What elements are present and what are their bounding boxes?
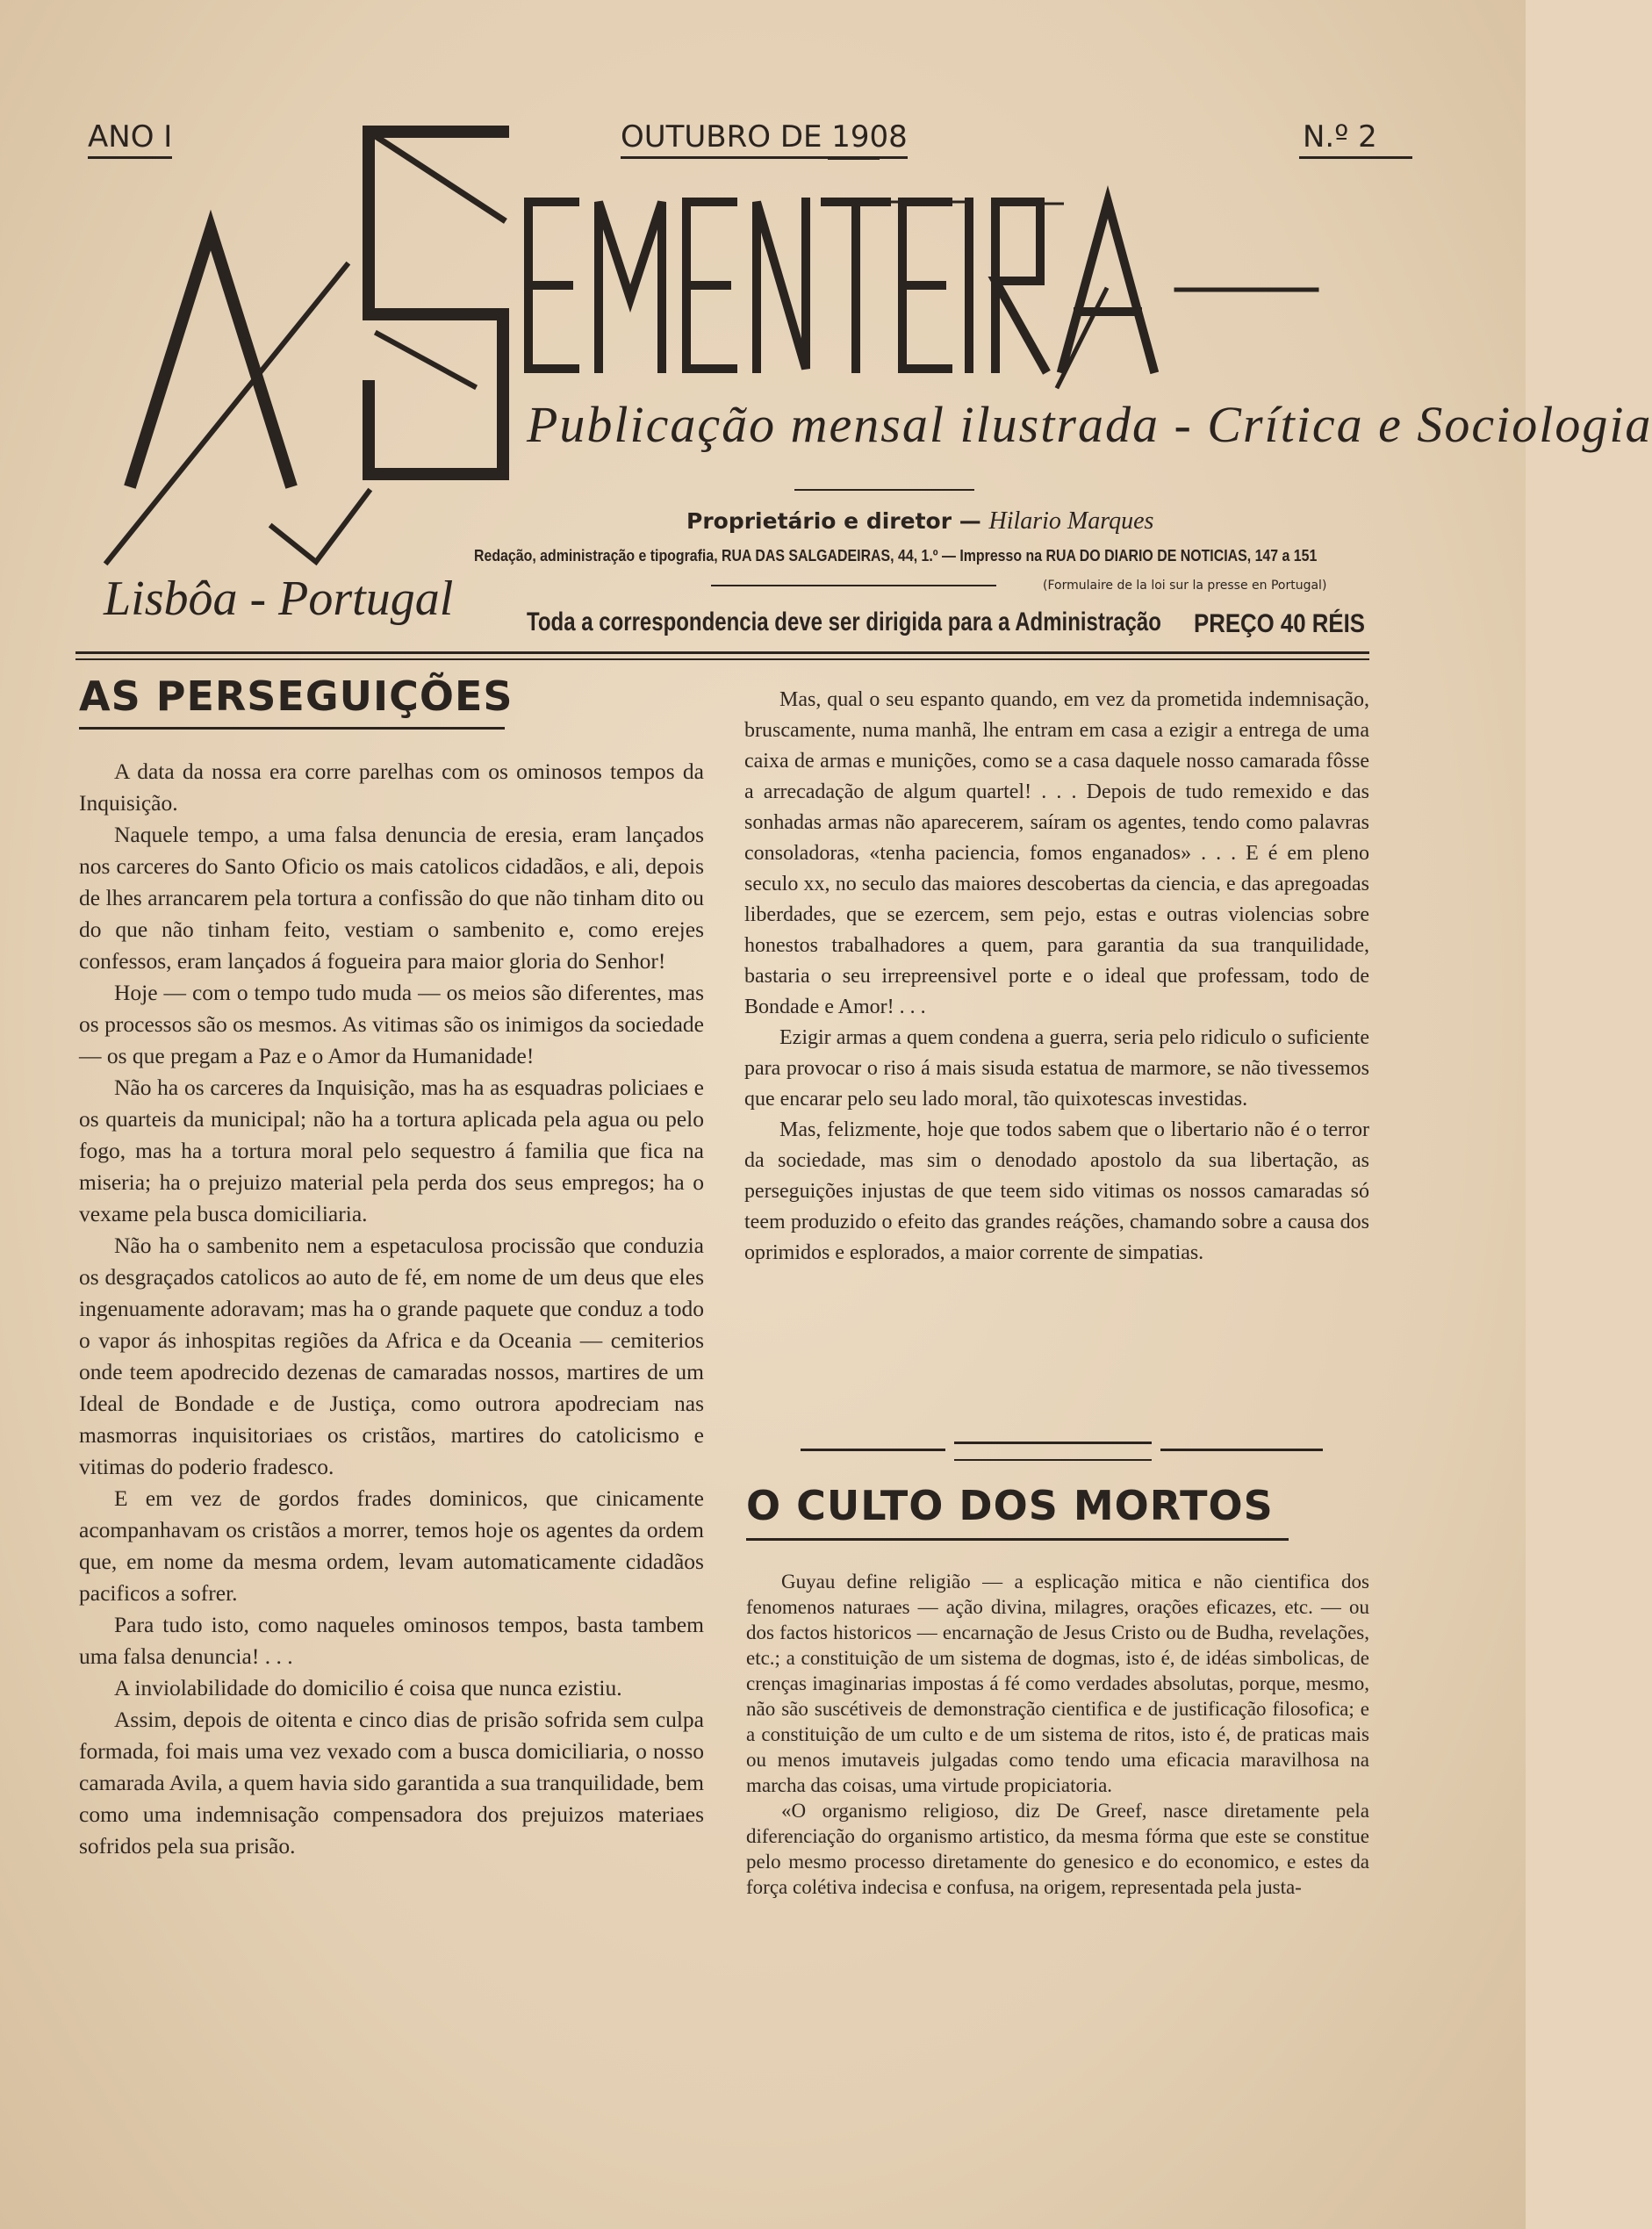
paragraph: E em vez de gordos frades dominicos, que cinicamente acompanhavam os cristãos a morrer, temos hoje os agentes da ordem que, em nome da mesma ordem, levam automaticamente cidadãos pacificos a sofrer. bbox=[79, 1485, 704, 1606]
section-separator bbox=[954, 1442, 1152, 1444]
masthead-subtitle: Publicação mensal ilustrada - Crítica e Sociologia bbox=[527, 396, 1652, 453]
year-label: ANO I bbox=[88, 119, 172, 159]
article-title: AS PERSEGUIÇÕES bbox=[79, 672, 514, 720]
issue-number: N.º 2 bbox=[1299, 119, 1412, 159]
issue-date: OUTUBRO DE 1908 bbox=[621, 119, 908, 159]
paragraph: Guyau define religião — a esplicação mitica e não cientifica dos fenomenos naturaes — ação divina, milagres, orações eficazes, etc. — ou dos factos historicos — encarnação de Jesus Cristo ou de Budha, revelações, etc.; a constituição de um sistema de dogmas, isto é, de idéas simbolicas, de crenças imaginarias impostas á fé como verdades absolutas, porque, mesmo, não são suscétiveis de demonstração cientifica e de justificação filosofica; e a constituição de um culto e de um sistema de ritos, isto é, de praticas mais ou menos imutaveis julgadas como tendo uma eficacia maravilhosa na marcha das coisas, uma virtude propiciatoria. bbox=[746, 1571, 1369, 1796]
price-label: PREÇO 40 RÉIS bbox=[1194, 609, 1366, 638]
article-column-left bbox=[79, 672, 704, 1862]
section-separator bbox=[1160, 1449, 1323, 1451]
title-underline bbox=[746, 1538, 1289, 1541]
correspondence-notice: Toda a correspondencia deve ser dirigida para a Administração bbox=[527, 608, 1161, 636]
paragraph: Para tudo isto, como naqueles ominosos tempos, basta tambem uma falsa denuncia! . . . bbox=[79, 1612, 704, 1669]
paragraph: Não ha o sambenito nem a espetaculosa procissão que conduzia os desgraçados catolicos ao auto de fé, em nome de um deus que eles ingenuamente adoravam; mas ha o grande paquete que conduz a todo o vapor ás inhospitas regiões da Africa e da Oceania — cemiterios onde teem apodrecido dezenas de camaradas nossos, martires de um Ideal de Bondade e de Justiça, como outrora apodreciam nas masmorras inquisitoriaes os cristãos, martires do catolicismo e vitimas do poderio fradesco. bbox=[79, 1233, 704, 1479]
divider bbox=[711, 585, 996, 586]
paragraph: A inviolabilidade do domicilio é coisa que nunca ezistiu. bbox=[114, 1675, 622, 1701]
masthead-logo bbox=[0, 0, 1652, 667]
article-title: O CULTO DOS MORTOS bbox=[746, 1482, 1274, 1529]
article-column-right bbox=[744, 685, 1369, 1269]
address-line: Redação, administração e tipografia, RUA DAS SALGADEIRAS, 44, 1.º — Impresso na RUA DO DIARIO DE NOTICIAS, 147 a 151 bbox=[474, 546, 1318, 564]
paragraph: Mas, qual o seu espanto quando, em vez da prometida indemnisação, bruscamente, numa manhã, lhe entram em casa a ezigir a entrega de uma caixa de armas e munições, como se a casa daquele nosso camarada fôsse a arrecadação de algum quartel! . . . Depois de tudo remexido e das sonhadas armas não aparecerem, saíram os agentes, tendo como palavras consoladoras, «tenha paciencia, fomos enganados» . . . E é em pleno seculo xx, no seculo das maiores descobertas da ciencia, e das apregoadas liberdades, que se ezercem, sem pejo, estas e outras violencias sobre honestos trabalhadores a quem, para garantia da sua tranquilidade, bastaria o seu irrepreensivel porte e o ideal que professam, todo de Bondade e Amor! . . . bbox=[744, 688, 1369, 1018]
section-separator bbox=[954, 1459, 1152, 1461]
title-underline bbox=[79, 727, 505, 730]
header-divider bbox=[75, 651, 1369, 660]
paragraph: Não ha os carceres da Inquisição, mas ha as esquadras policiaes e os quarteis da municipal; não ha a tortura aplicada pela agua ou pelo fogo, mas ha a tortura moral pelo sequestro á familia que fica na miseria; ha o prejuizo material pela perda dos seus empregos; ha o vexame pela busca domiciliaria. bbox=[79, 1075, 704, 1226]
city-label: Lisbôa - Portugal bbox=[104, 572, 454, 626]
section-separator bbox=[801, 1449, 945, 1451]
paragraph: «O organismo religioso, diz De Greef, nasce diretamente pela diferenciação do organismo artistico, da mesma fórma que este se constitue pelo mesmo processo diretamente do genesico e do economico, e estes da força colétiva indecisa e confusa, na origem, representada pela justa- bbox=[746, 1800, 1369, 1898]
paragraph: Naquele tempo, a uma falsa denuncia de eresia, eram lançados nos carceres do Santo Oficio os mais catolicos cidadãos, e ali, depois de lhes arrancarem pela tortura a confissão do que não tinham dito ou do que não tinham feito, vestiam o sambenito e, como erejes confessos, eram lançados á fogueira para maior gloria do Senhor! bbox=[79, 822, 704, 974]
divider bbox=[794, 489, 974, 491]
press-law-note: (Formulaire de la loi sur la presse en Portugal) bbox=[1043, 579, 1327, 593]
paragraph: Hoje — com o tempo tudo muda — os meios são diferentes, mas os processos são os mesmos. As vitimas são os inimigos da sociedade — os que pregam a Paz e o Amor da Humanidade! bbox=[79, 980, 704, 1068]
owner-label: Proprietário e diretor — bbox=[686, 508, 981, 534]
paragraph: A data da nossa era corre parelhas com os ominosos tempos da Inquisição. bbox=[79, 759, 704, 816]
paragraph: Assim, depois de oitenta e cinco dias de prisão sofrida sem culpa formada, foi mais uma vez vexado com a busca domiciliaria, o nosso camarada Avila, a quem havia sido garantida a sua tranquilidade, bem como uma indemnisação compensadora dos prejuizos materiaes sofridos pela sua prisão. bbox=[79, 1707, 704, 1859]
paragraph: Ezigir armas a quem condena a guerra, seria pelo ridiculo o suficiente para provocar o riso á mais sisuda estatua de marmore, se não tivessemos que encarar pelo seu lado moral, tão quixotescas investidas. bbox=[744, 1026, 1369, 1111]
owner-name: Hilario Marques bbox=[988, 507, 1154, 535]
article-column-right-lower bbox=[746, 1482, 1369, 1900]
owner-line bbox=[686, 507, 1153, 536]
paragraph: Mas, felizmente, hoje que todos sabem que o libertario não é o terror da sociedade, mas sim o denodado apostolo da sua libertação, as perseguições injustas de que teem sido vitimas os nossos camaradas só teem produzido o efeito das grandes reáções, chamando sobre a causa dos oprimidos e esplorados, a maior corrente de simpatias. bbox=[744, 1118, 1369, 1264]
